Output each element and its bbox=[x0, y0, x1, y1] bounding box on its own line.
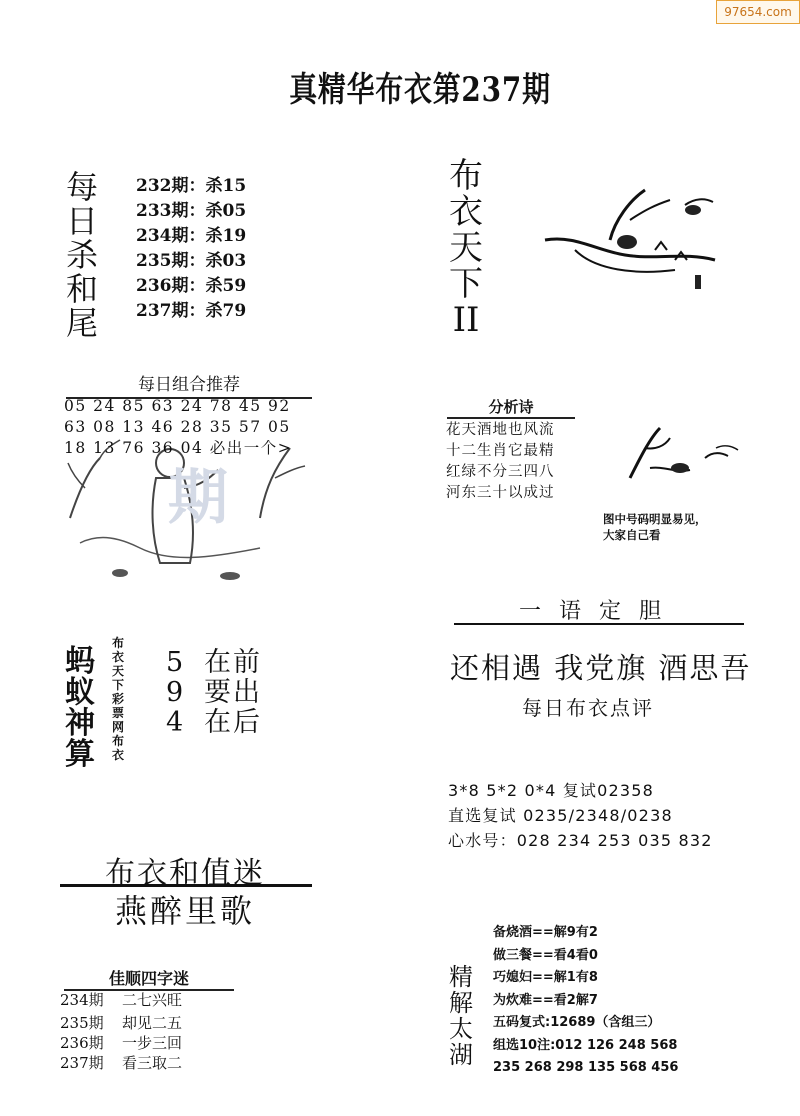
kill-tail-item: 233期：杀05 bbox=[136, 201, 247, 221]
info-line: 3*8 5*2 0*4 复试02358 bbox=[448, 781, 655, 800]
kill-tail-item: 234期：杀19 bbox=[136, 226, 247, 246]
daily-combo-rows bbox=[64, 396, 292, 459]
taihu-line: 组选10注:012 126 248 568 bbox=[493, 1037, 678, 1053]
kill-tail-list bbox=[136, 174, 246, 324]
info-line: 直选复试 0235/2348/0238 bbox=[448, 806, 673, 825]
combo-row: 63 08 13 46 28 35 57 05 bbox=[64, 418, 291, 436]
analysis-note: 图中号码明显易见， 大家自己看 bbox=[603, 512, 707, 542]
taihu-line: 为炊难==看2解7 bbox=[493, 992, 598, 1008]
combo-row: 18 13 76 36 04 必出一个> bbox=[64, 439, 293, 457]
jiashun-row: 235期 却见二五 bbox=[60, 1014, 183, 1032]
daily-combo-title: 每日组合推荐 bbox=[66, 370, 312, 399]
jiashun-rows bbox=[60, 990, 182, 1073]
jiashun-row: 236期 一步三回 bbox=[60, 1034, 183, 1052]
buyi-tianxia-vertical-title: 布 衣 天 下 II bbox=[449, 156, 483, 340]
taihu-line: 235 268 298 135 568 456 bbox=[493, 1060, 679, 1075]
combo-row: 05 24 85 63 24 78 45 92 bbox=[64, 397, 291, 415]
page-title: 真精华布衣第237期 bbox=[289, 70, 551, 110]
ant-calc-vertical-title: 蚂 蚁 神 算 bbox=[65, 644, 95, 772]
kill-tail-item: 236期：杀59 bbox=[136, 276, 247, 296]
jiashun-row: 237期 看三取二 bbox=[60, 1054, 183, 1072]
analysis-poem-title: 分析诗 bbox=[447, 396, 575, 419]
right-info-lines bbox=[448, 778, 713, 853]
taihu-line: 五码复式:12689（含组三） bbox=[493, 1015, 661, 1030]
kill-tail-item: 232期：杀15 bbox=[136, 176, 247, 196]
analysis-poem-lines bbox=[446, 420, 555, 504]
one-word-title: 一语定胆 bbox=[518, 599, 679, 624]
riddle-title: 布衣和值迷 bbox=[105, 856, 265, 891]
ant-calc-row: 5 在前 bbox=[166, 647, 262, 678]
one-word-sub: 每日布衣点评 bbox=[522, 696, 654, 720]
riddle-answer: 燕醉里歌 bbox=[114, 892, 255, 930]
ant-calc-row: 4 在后 bbox=[166, 707, 262, 738]
taihu-line: 备烧酒==解9有2 bbox=[493, 925, 598, 940]
taihu-line: 巧媳妇==解1有8 bbox=[493, 970, 598, 985]
poem-line: 十二生肖它最精 bbox=[446, 443, 555, 459]
ant-calc-row: 9 要出 bbox=[166, 677, 262, 708]
jiashun-row: 234期 二七兴旺 bbox=[60, 991, 183, 1009]
one-word-divider bbox=[454, 623, 744, 625]
taihu-lines bbox=[493, 922, 678, 1080]
ink-sketch-illustration bbox=[535, 180, 745, 300]
ant-calc-side-text: 布 衣 天 下 彩 票 网 布 衣 bbox=[111, 636, 124, 762]
one-word-main: 还相遇 我党旗 酒思吾 bbox=[450, 651, 752, 685]
poem-line: 花天酒地也风流 bbox=[446, 422, 555, 438]
taihu-line: 做三餐==看4看0 bbox=[493, 947, 598, 963]
combo-bg-watermark: 期 bbox=[168, 463, 228, 533]
info-line: 心水号：028 234 253 035 832 bbox=[448, 831, 713, 850]
jiashun-title: 佳顺四字迷 bbox=[64, 966, 234, 991]
site-watermark: 97654.com bbox=[716, 0, 800, 24]
kill-tail-vertical-title: 每 日 杀 和 尾 bbox=[65, 168, 98, 342]
kill-tail-item: 237期：杀79 bbox=[136, 301, 247, 321]
ant-calc-rows bbox=[166, 648, 262, 738]
taihu-vertical-title: 精 解 太 湖 bbox=[449, 963, 473, 1069]
poem-line: 河东三十以成过 bbox=[446, 485, 555, 501]
poem-line: 红绿不分三四八 bbox=[446, 464, 555, 480]
kill-tail-item: 235期：杀03 bbox=[136, 251, 247, 271]
ink-bird-sketch bbox=[620, 408, 750, 488]
